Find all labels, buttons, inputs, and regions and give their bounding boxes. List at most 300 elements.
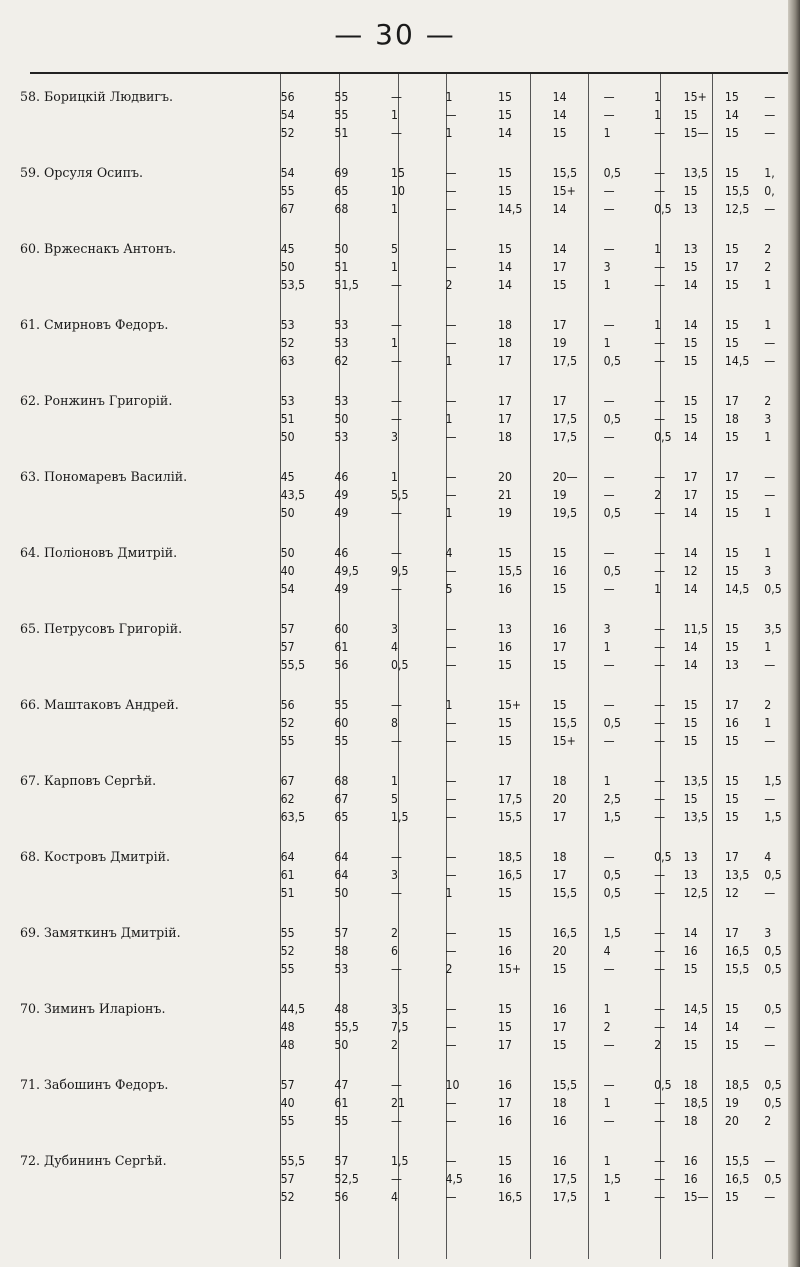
table-cell: 1,5 [391, 1154, 409, 1168]
table-cell: 53 [334, 394, 349, 408]
table-cell: 52 [280, 126, 295, 140]
table-cell: — [445, 1096, 457, 1110]
table-cell: 61 [334, 640, 349, 654]
table-cell: 17,5 [552, 1172, 578, 1186]
table-cell: 17 [724, 260, 739, 274]
table-cell: 50 [334, 886, 349, 900]
table-cell: 15 [683, 260, 698, 274]
table-cell: 64 [334, 850, 349, 864]
table-cell: 15 [724, 166, 739, 180]
table-cell: — [654, 546, 666, 560]
table-cell: 18 [552, 850, 567, 864]
table-cell: 55 [280, 926, 295, 940]
table-cell: 65 [334, 184, 349, 198]
table-cell: 0,5 [391, 658, 409, 672]
table-cell: 17 [552, 1020, 567, 1034]
table-cell: 58 [334, 944, 349, 958]
table-cell: 13 [683, 242, 698, 256]
table-cell: 17 [497, 774, 512, 788]
table-cell: 2 [445, 278, 453, 292]
table-cell: 52 [280, 1190, 295, 1204]
table-cell: 51,5 [334, 278, 359, 292]
table-cell: 15 [724, 318, 739, 332]
table-cell: — [654, 126, 666, 140]
table-cell: 15+ [497, 698, 522, 712]
table-cell: 55 [334, 90, 349, 104]
table-cell: 9,5 [391, 564, 409, 578]
table-cell: 15 [724, 1038, 739, 1052]
table-cell: 14 [552, 90, 567, 104]
table-cell: 1 [764, 278, 772, 292]
table-cell: 60 [334, 716, 349, 730]
table-cell: 1, [764, 166, 775, 180]
table-cell: 0,5 [764, 944, 782, 958]
table-cell: 15,5 [497, 810, 523, 824]
table-cell: — [445, 944, 457, 958]
person-name: 61. Смирновъ Федоръ. [20, 317, 169, 332]
table-cell: 11,5 [683, 622, 709, 636]
table-cell: 15 [724, 774, 739, 788]
table-cell: 15 [497, 108, 512, 122]
table-cell: 15 [683, 412, 698, 426]
table-cell: 15 [552, 582, 567, 596]
table-cell: 16 [552, 1002, 567, 1016]
table-cell: 15 [724, 488, 739, 502]
spacer-cell [20, 1130, 790, 1152]
table-cell: 15,5 [497, 564, 523, 578]
table-cell: 1 [603, 126, 611, 140]
table-row [20, 88, 790, 106]
table-cell: 16 [497, 944, 512, 958]
table-cell: 54 [280, 166, 295, 180]
table-cell: 16 [552, 564, 567, 578]
table-cell: 3 [764, 412, 772, 426]
person-name: 69. Замяткинъ Дмитрій. [20, 925, 181, 940]
table-cell: 2 [764, 242, 772, 256]
table-cell: 0, [764, 184, 775, 198]
table-cell: 17 [552, 394, 567, 408]
table-cell: 0,5 [764, 582, 782, 596]
header-rule [30, 72, 790, 74]
table-cell: 14 [724, 1020, 739, 1034]
table-cell: — [445, 926, 457, 940]
table-cell: 14 [683, 278, 698, 292]
record-spacer [20, 294, 790, 316]
table-cell: — [654, 810, 666, 824]
table-cell: 52 [280, 716, 295, 730]
table-cell: 49 [334, 582, 349, 596]
table-cell: 15 [724, 1190, 739, 1204]
table-row [20, 772, 790, 790]
table-cell: — [654, 640, 666, 654]
table-cell: 15 [724, 792, 739, 806]
table-cell: 15 [497, 658, 512, 672]
table-cell: 16 [497, 1114, 512, 1128]
table-cell: 20 [724, 1114, 739, 1128]
table-cell: 1,5 [391, 810, 409, 824]
table-cell: 51 [334, 260, 349, 274]
table-cell: 14 [683, 658, 698, 672]
table-cell: 46 [334, 470, 349, 484]
table-cell: 15 [724, 90, 739, 104]
table-cell: 15+ [552, 184, 576, 198]
table-cell: — [445, 716, 457, 730]
table-cell: — [445, 792, 457, 806]
person-name: 59. Орсуля Осипъ. [20, 165, 144, 180]
person-name: 64. Поліоновъ Дмитрій. [20, 545, 178, 560]
table-cell: — [654, 470, 666, 484]
table-cell: 48 [334, 1002, 349, 1016]
table-cell: 15 [497, 886, 512, 900]
table-cell: 1 [391, 336, 399, 350]
table-cell: 68 [334, 202, 349, 216]
table-cell: 19 [724, 1096, 739, 1110]
table-cell: 55 [280, 962, 295, 976]
table-cell: — [391, 1172, 403, 1186]
table-cell: 16 [552, 1154, 567, 1168]
table-cell: 1 [764, 546, 772, 560]
table-cell: — [764, 354, 776, 368]
table-cell: 57 [334, 926, 349, 940]
table-cell: 16,5 [724, 1172, 750, 1186]
table-cell: 1 [391, 202, 399, 216]
table-cell: 1 [764, 640, 772, 654]
table-cell: 17,5 [497, 792, 523, 806]
person-name: 60. Вржеснакъ Антонъ. [20, 241, 177, 256]
table-cell: 14 [552, 242, 567, 256]
table-cell: — [764, 1154, 776, 1168]
table-cell: 2 [391, 926, 399, 940]
table-cell: 16 [683, 1154, 698, 1168]
table-cell: 16 [724, 716, 739, 730]
spacer-cell [20, 902, 790, 924]
table-cell: 15— [683, 126, 709, 140]
table-cell: 15,5 [724, 962, 750, 976]
table-cell: 0,5 [603, 412, 621, 426]
table-cell: 18 [552, 1096, 567, 1110]
table-cell: 16,5 [552, 926, 578, 940]
table-cell: — [445, 430, 457, 444]
table-cell: 67 [280, 202, 295, 216]
table-cell: 64 [334, 868, 349, 882]
table-cell: 3 [603, 260, 611, 274]
table-cell: — [654, 658, 666, 672]
table-cell: 14,5 [724, 582, 750, 596]
table-cell: 14 [683, 546, 698, 560]
table-cell: 17,5 [552, 412, 578, 426]
table-cell: — [764, 108, 776, 122]
table-cell: — [654, 868, 666, 882]
table-cell: 55 [280, 184, 295, 198]
table-cell: 55 [280, 1114, 295, 1128]
table-cell: 16 [497, 1172, 512, 1186]
table-cell: 15 [724, 734, 739, 748]
table-cell: — [391, 546, 403, 560]
table-cell: 0,5 [603, 716, 621, 730]
table-cell: 17 [552, 318, 567, 332]
table-cell: — [445, 640, 457, 654]
spacer-cell [20, 218, 790, 240]
table-cell: 52 [280, 944, 295, 958]
table-cell: — [445, 184, 457, 198]
table-cell: — [391, 1078, 403, 1092]
table-cell: 0,5 [654, 202, 672, 216]
table-cell: 15 [724, 430, 739, 444]
table-cell: 15 [552, 962, 567, 976]
table-row [20, 924, 790, 942]
table-cell: 56 [280, 698, 295, 712]
table-cell: 21 [497, 488, 512, 502]
table-cell: — [603, 962, 615, 976]
person-name: 72. Дубининъ Сергѣй. [20, 1153, 167, 1168]
table-cell: — [654, 962, 666, 976]
table-cell: 15— [683, 1190, 709, 1204]
table-cell: 17 [552, 810, 567, 824]
table-cell: 40 [280, 1096, 295, 1110]
table-cell: 18,5 [497, 850, 523, 864]
table-cell: 15 [683, 962, 698, 976]
table-cell: — [654, 1020, 666, 1034]
table-cell: — [654, 354, 666, 368]
table-cell: 16 [552, 622, 567, 636]
table-cell: 0,5 [603, 166, 621, 180]
person-name: 67. Карповъ Сергѣй. [20, 773, 157, 788]
person-name: 62. Ронжинъ Григорій. [20, 393, 173, 408]
table-cell: 13 [683, 850, 698, 864]
table-cell: 17 [724, 470, 739, 484]
table-cell: 15 [683, 698, 698, 712]
table-cell: — [445, 734, 457, 748]
table-cell: 0,5 [603, 354, 621, 368]
table-cell: 14,5 [497, 202, 523, 216]
person-name: 70. Зиминъ Иларіонъ. [20, 1001, 166, 1016]
table-cell: 15 [683, 184, 698, 198]
table-cell: — [764, 488, 776, 502]
table-cell: 14,5 [683, 1002, 709, 1016]
table-cell: 1 [654, 242, 662, 256]
table-cell: — [603, 1114, 615, 1128]
table-cell: 15 [724, 564, 739, 578]
table-cell: — [603, 470, 615, 484]
table-cell: 18 [497, 318, 512, 332]
table-cell: 62 [334, 354, 349, 368]
table-row [20, 240, 790, 258]
table-cell: 49 [334, 506, 349, 520]
table-cell: — [603, 582, 615, 596]
table-cell: 16,5 [497, 868, 523, 882]
table-cell: 2 [764, 1114, 772, 1128]
person-name: 71. Забошинъ Федоръ. [20, 1077, 169, 1092]
table-cell: 1 [603, 1154, 611, 1168]
table-cell: 15 [683, 108, 698, 122]
table-cell: — [445, 1002, 457, 1016]
table-cell: 19,5 [552, 506, 578, 520]
table-cell: 17 [683, 488, 698, 502]
table-cell: 4,5 [445, 1172, 463, 1186]
table-cell: 1 [764, 506, 772, 520]
table-cell: — [764, 336, 776, 350]
table-cell: — [654, 506, 666, 520]
table-cell: 14 [683, 430, 698, 444]
table-cell: 15 [724, 126, 739, 140]
table-cell: 57 [280, 640, 295, 654]
table-cell: 53 [334, 318, 349, 332]
table-cell: 15 [724, 622, 739, 636]
table-cell: 17 [497, 1096, 512, 1110]
table-cell: — [764, 658, 776, 672]
table-cell: 3 [391, 430, 399, 444]
table-cell: — [391, 886, 403, 900]
table-cell: 15,5 [552, 716, 578, 730]
person-name: 66. Маштаковъ Андрей. [20, 697, 179, 712]
table-cell: 15 [552, 698, 567, 712]
table-cell: — [603, 1078, 615, 1092]
table-cell: 17 [724, 698, 739, 712]
table-cell: 1 [603, 278, 611, 292]
table-cell: 61 [334, 1096, 349, 1110]
table-cell: 3,5 [764, 622, 782, 636]
table-cell: — [654, 792, 666, 806]
table-cell: 15,5 [552, 886, 578, 900]
table-cell: 14 [683, 318, 698, 332]
table-row [20, 392, 790, 410]
table-cell: — [445, 774, 457, 788]
table-cell: — [654, 734, 666, 748]
table-cell: — [445, 470, 457, 484]
table-cell: — [391, 962, 403, 976]
record-spacer [20, 902, 790, 924]
table-cell: 61 [280, 868, 295, 882]
table-cell: 40 [280, 564, 295, 578]
table-cell: 0,5 [764, 868, 782, 882]
table-cell: 21 [391, 1096, 405, 1110]
table-cell: 62 [280, 792, 295, 806]
table-cell: — [391, 90, 403, 104]
table-cell: 50 [334, 412, 349, 426]
table-cell: 15 [391, 166, 405, 180]
table-cell: — [445, 622, 457, 636]
table-cell: 0,5 [654, 1078, 672, 1092]
table-cell: — [654, 336, 666, 350]
table-cell: 55 [334, 734, 349, 748]
table-cell: 50 [280, 546, 295, 560]
table-cell: — [654, 698, 666, 712]
table-cell: 51 [280, 412, 295, 426]
table-cell: 48 [280, 1020, 295, 1034]
table-cell: 1 [391, 774, 399, 788]
table-cell: 3 [764, 564, 772, 578]
record-spacer [20, 750, 790, 772]
spacer-cell [20, 1054, 790, 1076]
table-cell: 14 [683, 926, 698, 940]
table-cell: 14 [683, 640, 698, 654]
table-cell: 0,5 [654, 850, 672, 864]
table-row [20, 468, 790, 486]
table-cell: — [445, 318, 457, 332]
table-cell: 14 [683, 1020, 698, 1034]
table-cell: 15 [497, 926, 512, 940]
table-cell: 18 [683, 1078, 698, 1092]
table-cell: 1 [764, 716, 772, 730]
table-cell: 15,5 [724, 184, 750, 198]
table-cell: 53 [334, 430, 349, 444]
table-cell: 49 [334, 488, 349, 502]
table-cell: 51 [334, 126, 349, 140]
table-cell: 17 [552, 260, 567, 274]
table-cell: 2 [654, 488, 662, 502]
table-cell: 17 [724, 394, 739, 408]
record-spacer [20, 598, 790, 620]
table-cell: 53,5 [280, 278, 306, 292]
table-cell: 53 [280, 318, 295, 332]
table-cell: 10 [445, 1078, 460, 1092]
table-row [20, 696, 790, 714]
table-cell: — [391, 318, 403, 332]
table-cell: — [603, 430, 615, 444]
table-cell: 55,5 [334, 1020, 359, 1034]
table-cell: 12,5 [724, 202, 750, 216]
table-cell: 15 [552, 1038, 567, 1052]
table-cell: 1 [603, 640, 611, 654]
table-cell: 3 [603, 622, 611, 636]
table-cell: 2 [764, 394, 772, 408]
table-cell: — [603, 242, 615, 256]
table-cell: 6 [391, 944, 399, 958]
table-cell: — [654, 184, 666, 198]
table-cell: 10 [391, 184, 405, 198]
table-cell: 56 [334, 658, 349, 672]
table-cell: — [654, 260, 666, 274]
table-cell: — [654, 1096, 666, 1110]
table-row [20, 1152, 790, 1170]
table-cell: 15 [552, 126, 567, 140]
table-cell: 1 [445, 90, 453, 104]
table-cell: 17 [552, 640, 567, 654]
page-edge [788, 0, 800, 1267]
table-cell: 50 [334, 242, 349, 256]
table-cell: — [654, 1190, 666, 1204]
table-cell: — [654, 278, 666, 292]
table-row [20, 848, 790, 866]
table-cell: 18,5 [683, 1096, 709, 1110]
person-name: 65. Петрусовъ Григорій. [20, 621, 183, 636]
table-cell: 20 [552, 792, 567, 806]
table-cell: 15 [724, 810, 739, 824]
table-cell: 55 [334, 1114, 349, 1128]
table-cell: — [764, 734, 776, 748]
table-cell: 15 [724, 506, 739, 520]
table-cell: 1 [603, 336, 611, 350]
record-spacer [20, 218, 790, 240]
table-cell: 15 [683, 354, 698, 368]
table-cell: — [654, 716, 666, 730]
table-cell: 5 [391, 792, 399, 806]
table-cell: 68 [334, 774, 349, 788]
table-cell: 1 [391, 260, 399, 274]
table-cell: 17 [724, 926, 739, 940]
table-cell: 17,5 [552, 430, 578, 444]
record-spacer [20, 674, 790, 696]
table-cell: 15 [683, 336, 698, 350]
table-cell: — [603, 1038, 615, 1052]
spacer-cell [20, 598, 790, 620]
table-cell: 14 [683, 506, 698, 520]
spacer-cell [20, 294, 790, 316]
table-cell: 13 [497, 622, 512, 636]
table-cell: 1 [445, 886, 453, 900]
table-cell: 56 [334, 1190, 349, 1204]
table-cell: 17 [552, 868, 567, 882]
